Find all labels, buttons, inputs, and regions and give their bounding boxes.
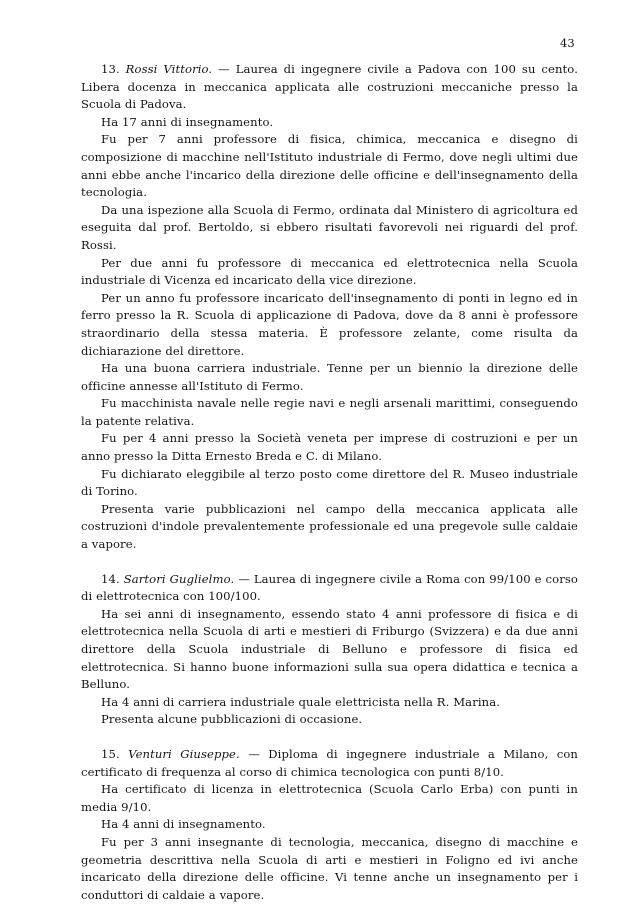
paragraph: Fu per 3 anni insegnante di tecnologia, meccanica, disegno di macchine e geometria descrittiva nella Scuola di arti e mestieri in Foligno ed ivi anche incaricato della direzione delle officine. Vi tenne anche un insegnamento per i conduttori di caldaie a vapore. [81,834,578,902]
paragraph: Per un anno fu professore incaricato dell'insegnamento di ponti in legno ed in ferro presso la R. Scuola di applicazione di Padova, dove da 8 anni è professore straordinario della stessa materia. È professore zelante, come risulta da dichiarazione del direttore. [81,290,578,358]
candidate-name: Sartori Guglielmo. [123,571,235,586]
paragraph-text: — Diploma di ingegnere industriale a Milano, con certificato di frequenza al corso di chimica tecnologica con punti 8/10. [81,746,578,779]
entry-heading-paragraph [81,746,578,781]
paragraph: Ha 4 anni di insegnamento. [101,817,266,832]
paragraph: Fu macchinista navale nelle regie navi e negli arsenali marittimi, conseguendo la patente relativa. [81,396,578,428]
paragraph-text: — Laurea di ingegnere civile a Padova con 100 su cento. Libera docenza in meccanica applicata alle costruzioni meccaniche presso la Scuola di Padova. [81,62,578,112]
paragraph: Presenta varie pubblicazioni nel campo della meccanica applicata alle costruzioni d'indole prevalentemente professionale ed una pregevole sulle caldaie a vapore. [81,501,578,552]
paragraph: Fu per 4 anni presso la Società veneta per imprese di costruzioni e per un anno presso la Ditta Ernesto Breda e C. di Milano. [81,431,578,464]
paragraph: Ha 4 anni di carriera industriale quale elettricista nella R. Marina. [101,694,501,709]
candidate-name: Rossi Vittorio. [125,62,213,76]
paragraph: Fu per 7 anni professore di fisica, chimica, meccanica e disegno di composizione di macchine nell'Istituto industriale di Fermo, dove negli ultimi due anni ebbe anche l'incarico della direzione delle officine e dell'insegnamento della tecnologia. [81,132,578,200]
entry-number: 13. [101,62,120,76]
page-number: 43 [560,36,575,50]
entry-number: 14. [101,571,120,586]
entry-venturi-giuseppe [81,746,578,904]
paragraph: Ha una buona carriera industriale. Tenne per un biennio la direzione delle officine annesse all'Istituto di Fermo. [81,361,578,393]
paragraph: Da una ispezione alla Scuola di Fermo, ordinata dal Ministero di agricoltura ed eseguita dal prof. Bertoldo, si ebbero risultati favorevoli nei riguardi del prof. Rossi. [81,202,578,252]
entry-heading-paragraph [81,61,578,114]
paragraph-text: — Laurea di ingegnere civile a Roma con 99/100 e corso di elettrotecnica con 100/100. [81,571,578,604]
paragraph: Per due anni fu professore di meccanica ed elettrotecnica nella Scuola industriale di Vicenza ed incaricato della vice direzione. [81,255,578,288]
entry-heading-paragraph [81,571,578,606]
paragraph: Presenta alcune pubblicazioni di occasione. [101,712,363,727]
paragraph: Ha 17 anni di insegnamento. [101,114,274,129]
candidate-name: Venturi Giuseppe. [128,746,240,761]
entry-rossi-vittorio [81,61,578,554]
paragraph: Ha sei anni di insegnamento, essendo stato 4 anni professore di fisica e di elettrotecnica nella Scuola di arti e mestieri di Friburgo (Svizzera) e da due anni direttore della Scuola industriale di Belluno e professore di fisica ed elettrotecnica. Si hanno buone informazioni sulla sua opera didattica e tecnica a Belluno. [81,606,578,692]
paragraph: Ha certificato di licenza in elettrotecnica (Scuola Carlo Erba) con punti in media 9/10. [81,782,578,814]
entry-sartori-guglielmo [81,571,578,729]
paragraph: Fu dichiarato eleggibile al terzo posto come direttore del R. Museo industriale di Torino. [81,466,578,499]
document-body [81,61,578,921]
entry-number: 15. [101,746,120,761]
